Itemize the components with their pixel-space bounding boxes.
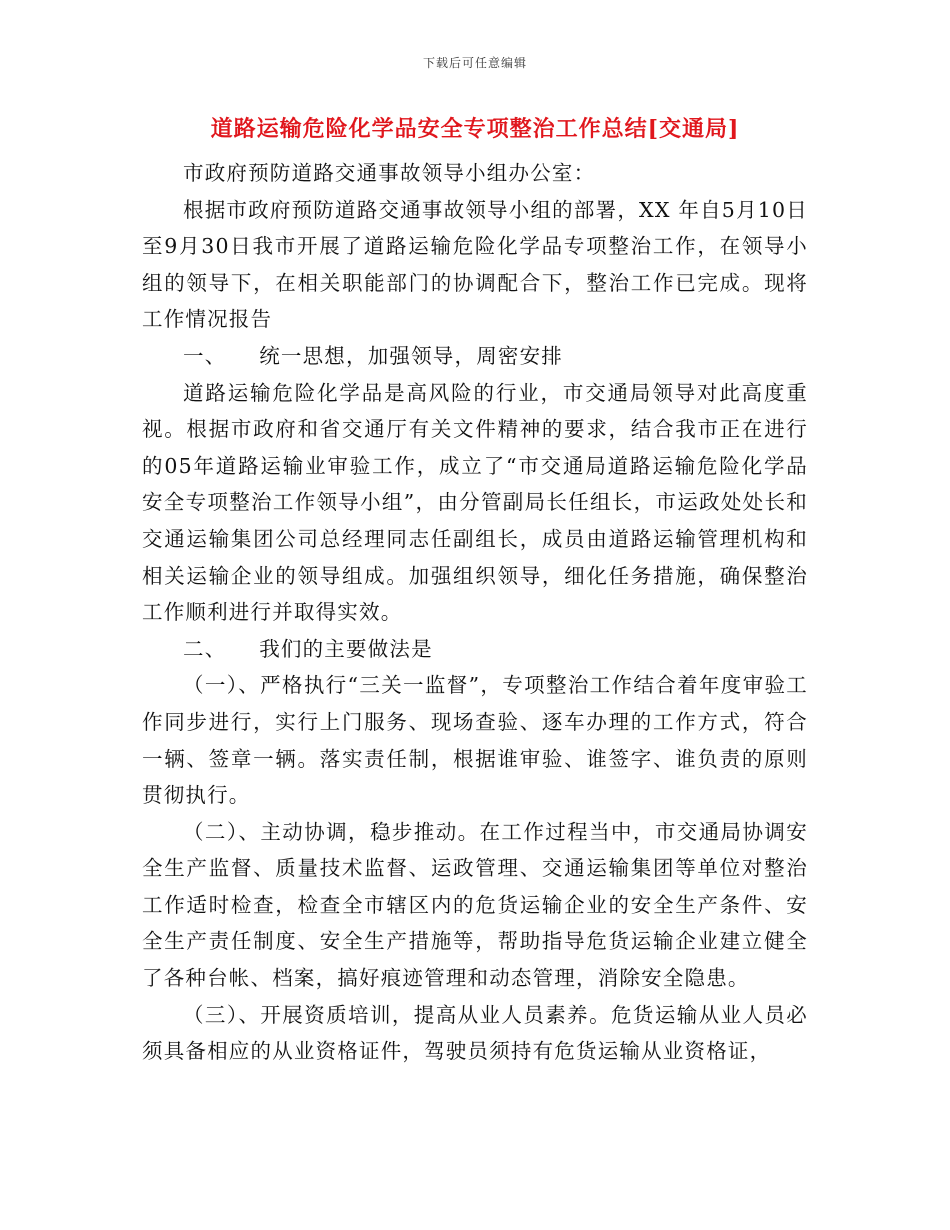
salutation: 市政府预防道路交通事故领导小组办公室： <box>183 161 596 185</box>
item-2-paragraph: （二）、主动协调，稳步推动。在工作过程当中，市交通局协调安全生产监督、质量技术监督、运政管理、交通运输集团等单位对整治工作适时检查，检查全市辖区内的危货运输企业的安全生产条件、安全生产责任制度、安全生产措施等，帮助指导危货运输企业建立健全了各种台帐、档案，搞好痕迹管理和动态管理，消除安全隐患。 <box>142 819 808 991</box>
section-heading-2 <box>142 631 808 668</box>
header-note: 下载后可任意编辑 <box>422 56 527 70</box>
section-title-1: 统一思想，加强领导，周密安排 <box>259 343 564 368</box>
section-number-2: 二、 <box>183 636 227 661</box>
item-1-paragraph: （一）、严格执行“三关一监督”，专项整治工作结合着年度审验工作同步进行，实行上门服务、现场查验、逐车办理的工作方式，符合一辆、签章一辆。落实责任制，根据谁审验、谁签字、谁负责的原则贯彻执行。 <box>142 673 808 808</box>
section-title-2: 我们的主要做法是 <box>259 636 433 661</box>
document-body <box>142 155 808 1070</box>
section-heading-1 <box>142 338 808 375</box>
document-title: 道路运输危险化学品安全专项整治工作总结[交通局] <box>210 116 740 142</box>
intro-paragraph: 根据市政府预防道路交通事故领导小组的部署，XX 年自5月10日至9月30日我市开展了道路运输危险化学品专项整治工作，在领导小组的领导下，在相关职能部门的协调配合下，整治工作已完成。现将工作情况报告 <box>142 197 808 332</box>
section-1-body: 道路运输危险化学品是高风险的行业，市交通局领导对此高度重视。根据市政府和省交通厅有关文件精神的要求，结合我市正在进行的05年道路运输业审验工作，成立了“市交通局道路运输危险化学品安全专项整治工作领导小组”，由分管副局长任组长，市运政处处长和交通运输集团公司总经理同志任副组长，成员由道路运输管理机构和相关运输企业的领导组成。加强组织领导，细化任务措施，确保整治工作顺利进行并取得实效。 <box>142 380 808 625</box>
item-3-paragraph: （三）、开展资质培训，提高从业人员素养。危货运输从业人员必须具备相应的从业资格证件，驾驶员须持有危货运输从业资格证， <box>142 1002 808 1064</box>
section-number-1: 一、 <box>183 343 227 368</box>
